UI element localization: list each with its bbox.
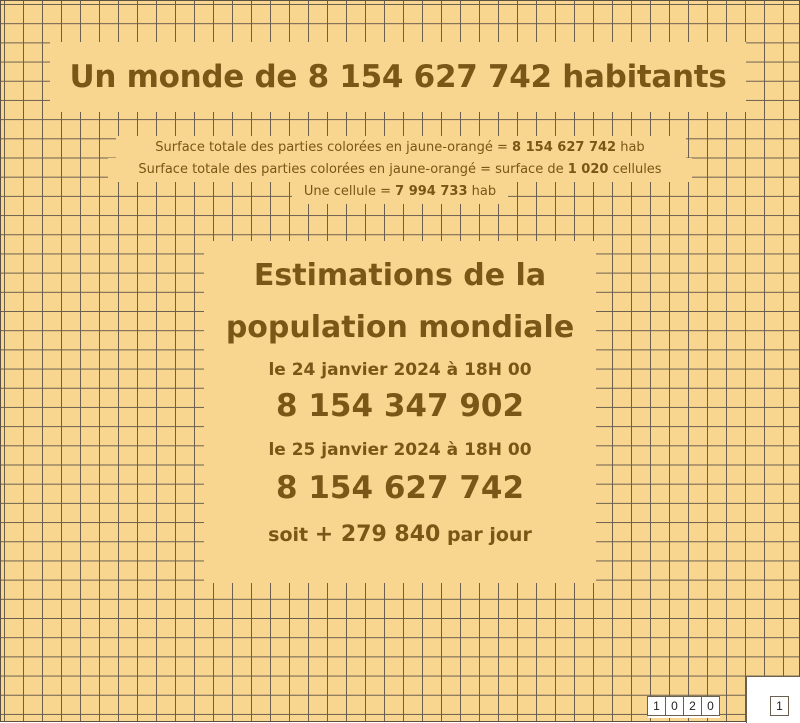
- info-line-cell-value: Une cellule = 7 994 733 hab: [303, 184, 497, 199]
- counter-digit: 1: [770, 696, 789, 716]
- cell-counter: [648, 696, 720, 718]
- counter-digit: 2: [683, 696, 702, 716]
- page-title: Un monde de 8 154 627 742 habitants: [69, 59, 727, 95]
- counter-digit: 0: [701, 696, 720, 716]
- estimates-heading-line2: population mondiale: [225, 310, 575, 345]
- date-label-2: le 25 janvier 2024 à 18H 00: [268, 440, 532, 460]
- population-value-1: 8 154 347 902: [275, 388, 525, 424]
- estimates-heading-line1: Estimations de la: [253, 258, 547, 293]
- date-label-1: le 24 janvier 2024 à 18H 00: [268, 360, 532, 380]
- info-line-total-population: Surface totale des parties colorées en jaune-orangé = 8 154 627 742 hab: [155, 140, 645, 155]
- population-value-2: 8 154 627 742: [275, 470, 525, 506]
- counter-digit: 1: [647, 696, 666, 716]
- info-line-cell-count: Surface totale des parties colorées en jaune-orangé = surface de 1 020 cellules: [138, 162, 662, 177]
- per-day-increase: soit + 279 840 par jour: [268, 522, 532, 547]
- unit-counter: [771, 696, 789, 718]
- counter-digit: 0: [665, 696, 684, 716]
